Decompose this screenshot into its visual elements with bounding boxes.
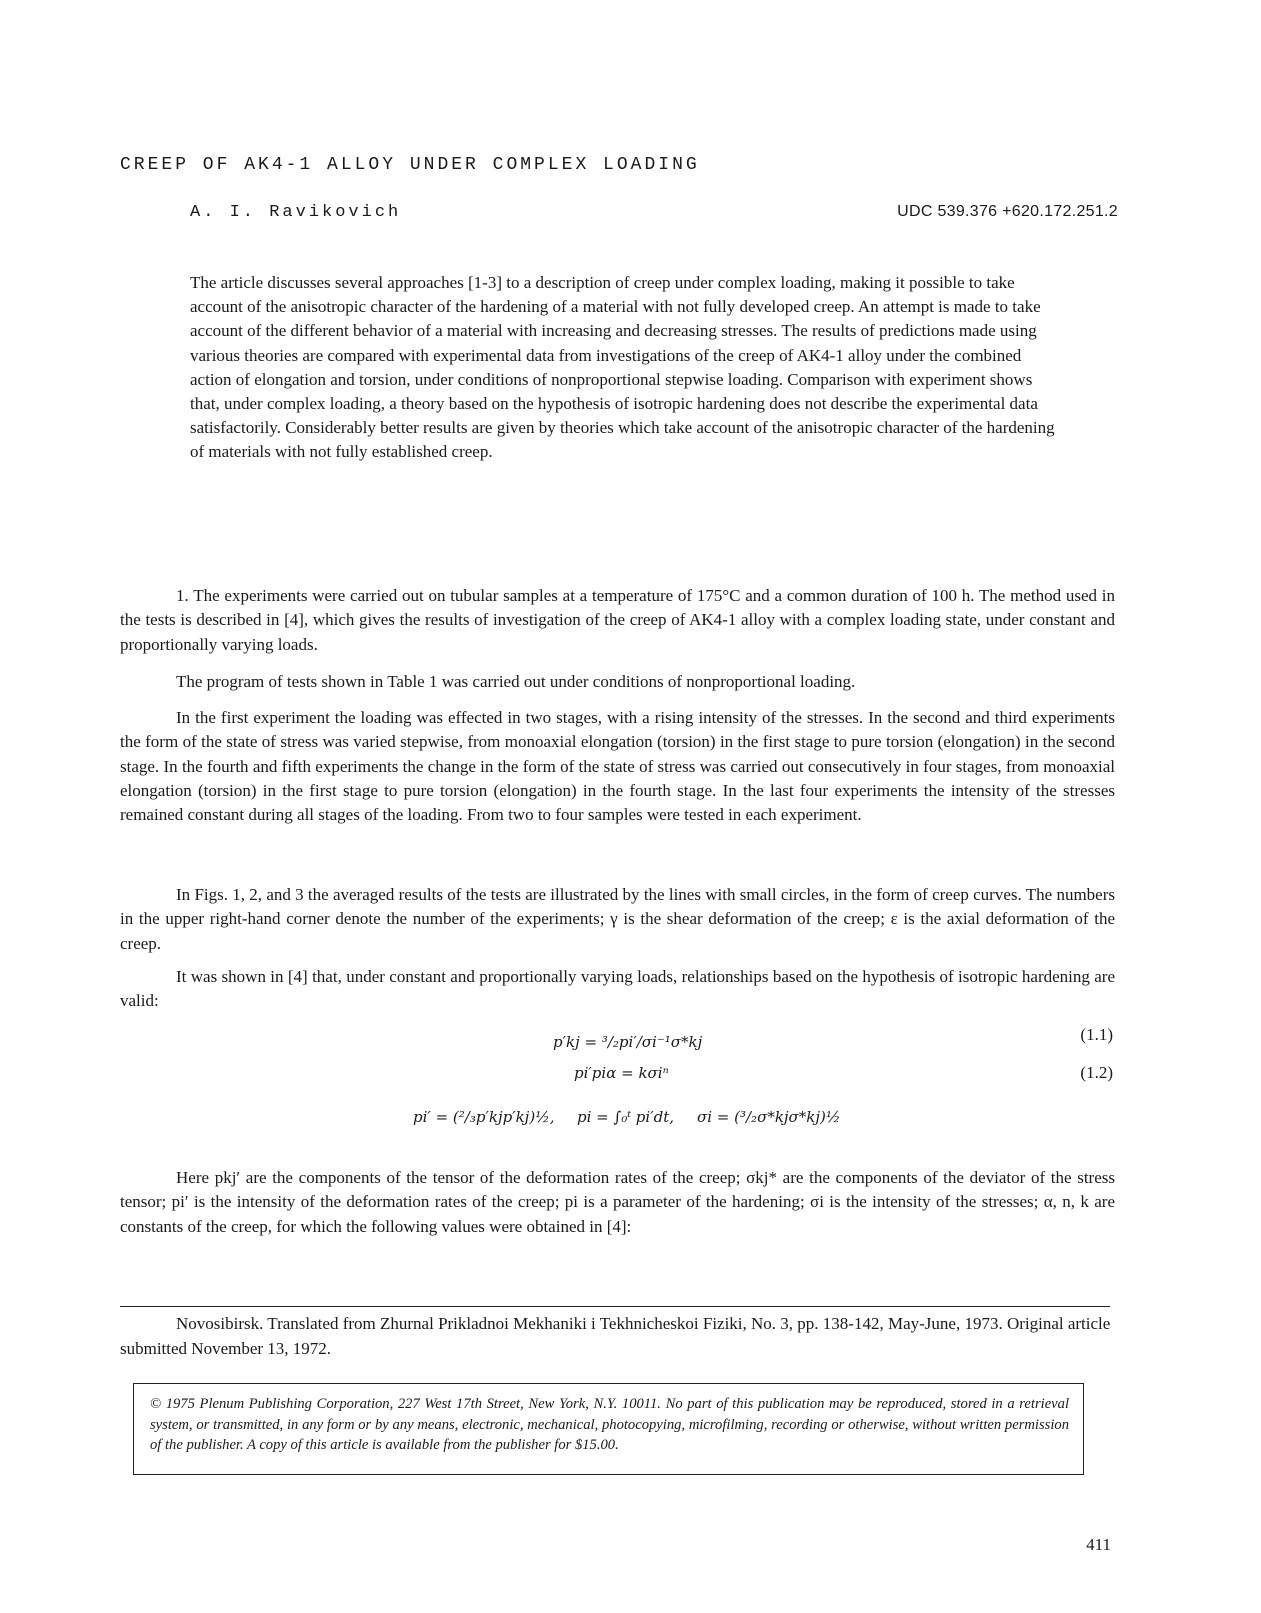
body-section-6: [120, 1166, 1115, 1239]
author-name: A. I. Ravikovich: [190, 203, 402, 222]
page-number: 411: [1086, 1535, 1111, 1554]
article-title: CREEP OF AK4-1 ALLOY UNDER COMPLEX LOADING: [120, 155, 700, 175]
equation-1-2-number: (1.2): [1080, 1063, 1113, 1082]
equation-intensity-rate: pi′ = (²/₃p′kjp′kj)½,: [413, 1108, 555, 1126]
udc-code: UDC 539.376 +620.172.251.2: [897, 203, 1118, 220]
paragraph-after-equations: Here pkj′ are the components of the tensor of the deformation rates of the creep; σkj* are the components of the deviator of the stress tensor; pi′ is the intensity of the deformation rates of the creep; pi is a parameter of the hardening; σi is the intensity of the stresses; α, n, k are constants of the creep, for which the following values were obtained in [4]:: [120, 1168, 1115, 1236]
equation-1-2: pi′piα = kσiⁿ: [574, 1064, 669, 1082]
body-section-3: [120, 706, 1115, 827]
paragraph-4: In Figs. 1, 2, and 3 the averaged results of the tests are illustrated by the lines with small circles, in the form of creep curves. The numbers in the upper right-hand corner denote the number of the experiments; γ is the shear deformation of the creep; ε is the axial deformation of the creep.: [120, 885, 1115, 953]
footnote-divider: [120, 1306, 1110, 1307]
equation-1-1: p′kj = ³/₂pi′/σi⁻¹σ*kj: [553, 1033, 703, 1051]
body-section-5: [120, 965, 1115, 1014]
paragraph-1: 1. The experiments were carried out on tubular samples at a temperature of 175°C and a common duration of 100 h. The method used in the tests is described in [4], which gives the results of investigation of the creep of AK4-1 alloy with a complex loading state, under constant and proportionally varying loads.: [120, 586, 1115, 654]
body-section-4: [120, 883, 1115, 956]
body-section-2: [120, 670, 1115, 694]
equation-1-1-number: (1.1): [1080, 1025, 1113, 1044]
equation-hardening-parameter: pi = ∫₀ᵗ pi′dt,: [577, 1108, 675, 1126]
abstract: The article discusses several approaches [1-3] to a description of creep under complex loading, making it possible to take account of the anisotropic character of the hardening of a material with not fully developed creep. An attempt is made to take account of the different behavior of a material with increasing and decreasing stresses. The results of predictions made using various theories are compared with experimental data from investigations of the creep of AK4-1 alloy under the combined action of elongation and torsion, under conditions of nonproportional stepwise loading. Comparison with experiment shows that, under complex loading, a theory based on the hypothesis of isotropic hardening does not describe the experimental data satisfactorily. Considerably better results are given by theories which take account of the anisotropic character of the hardening of materials with not fully established creep.: [190, 273, 1055, 462]
equation-stress-intensity: σi = (³/₂σ*kjσ*kj)½: [697, 1108, 841, 1126]
paragraph-5: It was shown in [4] that, under constant and proportionally varying loads, relationships based on the hypothesis of isotropic hardening are valid:: [120, 967, 1115, 1011]
footnote: [120, 1312, 1115, 1361]
copyright-box: © 1975 Plenum Publishing Corporation, 227 West 17th Street, New York, N.Y. 10011. No part of this publication may be reproduced, stored in a retrieval system, or transmitted, in any form or by any means, electronic, mechanical, photocopying, microfilming, recording or otherwise, without written permission of the publisher. A copy of this article is available from the publisher for $15.00.: [133, 1383, 1084, 1475]
paragraph-3: In the first experiment the loading was effected in two stages, with a rising intensity of the stresses. In the second and third experiments the form of the state of stress was varied stepwise, from monoaxial elongation (torsion) in the first stage to pure torsion (elongation) in the second stage. In the fourth and fifth experiments the change in the form of the state of stress was carried out consecutively in four stages, from monoaxial elongation (torsion) in the first stage to pure torsion (elongation) in the fourth stage. In the last four experiments the intensity of the stresses remained constant during all stages of the loading. From two to four samples were tested in each experiment.: [120, 708, 1115, 825]
footnote-text: Novosibirsk. Translated from Zhurnal Prikladnoi Mekhaniki i Tekhnicheskoi Fiziki, No. 3, pp. 138-142, May-June, 1973. Original article submitted November 13, 1972.: [120, 1314, 1111, 1358]
paragraph-2: The program of tests shown in Table 1 was carried out under conditions of nonproportional loading.: [176, 672, 856, 691]
body-section-1: [120, 584, 1115, 657]
